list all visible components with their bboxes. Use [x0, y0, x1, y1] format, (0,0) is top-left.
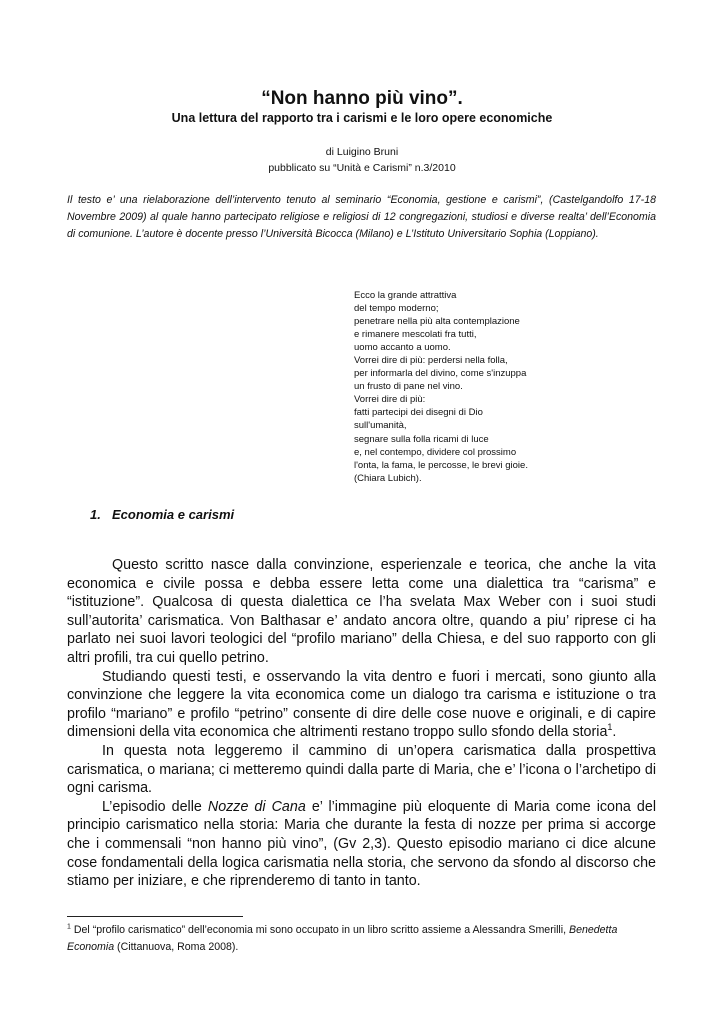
- document-title: “Non hanno più vino”.: [261, 88, 463, 109]
- body-text: [67, 556, 656, 891]
- emphasized-title: Nozze di Cana: [207, 798, 306, 815]
- poem-line: sull'umanità,: [354, 420, 407, 432]
- poem-line: e rimanere mescolati fra tutti,: [354, 329, 477, 341]
- footnote-reference[interactable]: 1: [607, 722, 613, 733]
- footnote-number: 1: [67, 923, 71, 931]
- paragraph: In questa nota leggeremo il cammino di un’opera carismatica dalla prospettiva carismatica, o mariana; ci metteremo quindi dalla parte di Maria, che e’ l’icona o l’archetipo di ogni carisma.: [67, 742, 656, 797]
- author-line: di Luigino Bruni: [325, 146, 399, 158]
- poem-line: l'onta, la fama, le percosse, le brevi gioie.: [354, 459, 528, 471]
- poem-line: fatti partecipi dei disegni di Dio: [354, 407, 483, 419]
- footnote-book-title: Benedetta Economia: [67, 924, 618, 953]
- paragraph: [67, 798, 656, 891]
- poem-line: del tempo moderno;: [354, 303, 439, 315]
- poem-line: per informarla del divino, come s'inzuppa: [354, 368, 527, 380]
- paragraph: Questo scritto nasce dalla convinzione, esperienzale e teorica, che anche la vita economica e civile possa e debba essere letta come una dialettica tra “carisma” e “istituzione”. Qualcosa di questa dialettica ce l’ha svelata Max Weber con i suoi studi sull’autorita’ carismatica. Von Balthasar e’ andato ancora oltre, quando a piu’ riprese ci ha parlato nei suoi lavori teologici del “profilo mariano” della Chiesa, e del suo rapporto con gli altri profili, tra cui quello petrino.: [67, 557, 656, 666]
- poem-attribution: (Chiara Lubich).: [354, 472, 422, 484]
- section-number: 1.: [90, 507, 101, 522]
- poem-line: Ecco la grande attrattiva: [354, 290, 457, 301]
- poem-line: un frusto di pane nel vino.: [354, 381, 463, 393]
- publication-line: pubblicato su “Unità e Carismi” n.3/2010: [268, 162, 456, 174]
- poem-line: uomo accanto a uomo.: [354, 342, 451, 354]
- poem-line: segnare sulla folla ricami di luce: [354, 433, 489, 445]
- section-heading: [90, 507, 234, 522]
- poem-line: Vorrei dire di più: perdersi nella folla,: [354, 355, 508, 367]
- footnote-divider: [67, 916, 243, 917]
- paragraph-text: L’episodio delle: [102, 798, 208, 815]
- footnote-text: Del “profilo carismatico” dell’economia mi sono occupato in un libro scritto assieme a Alessandra Smerilli,: [70, 924, 570, 936]
- epigraph-poem: [354, 289, 528, 485]
- paragraph-text: Studiando questi testi, e osservando la vita dentro e fuori i mercati, sono giunto alla convinzione che leggere la vita economica come un dialogo tra carisma e istituzione o tra profilo “mariano” e profilo “petrino” consente di dire delle cose nuove e originali, e di capire dimensioni della vita economica che altrimenti restano troppo sullo sfondo della storia: [67, 668, 656, 741]
- paragraph-end: .: [612, 724, 617, 741]
- poem-line: Vorrei dire di più:: [354, 394, 426, 406]
- footnote: [67, 922, 656, 956]
- paragraph: [67, 668, 656, 742]
- footnote-text: (Cittanuova, Roma 2008).: [114, 941, 239, 953]
- poem-line: penetrare nella più alta contemplazione: [354, 316, 520, 328]
- section-title: Economia e carismi: [112, 507, 235, 522]
- document-subtitle: Una lettura del rapporto tra i carismi e le loro opere economiche: [171, 111, 553, 125]
- intro-note: Il testo e’ una rielaborazione dell’intervento tenuto al seminario “Economia, gestione e carismi”, (Castelgandolfo 17-18 Novembre 2009) al quale hanno partecipato religiose e religiosi di 12 congregazioni, studiosi e diverse realta’ dell’Economia di comunione. L’autore è docente presso l’Università Bicocca (Milano) e L’Istituto Universitario Sophia (Loppiano).: [67, 194, 656, 241]
- poem-line: e, nel contempo, dividere col prossimo: [354, 446, 517, 458]
- paragraph-text: e’ l’immagine più eloquente di Maria come icona del principio carismatico nella storia: Maria che durante la festa di nozze per prima si accorge che i commensali “non hanno più vino”, (Gv 2,3). Questo episodio mariano ci dice alcune cose fondamentali della logica carismatia nella storia, che servono da sfondo al discorso che stiamo per iniziare, e che riprenderemo di tanto in tanto.: [67, 798, 656, 890]
